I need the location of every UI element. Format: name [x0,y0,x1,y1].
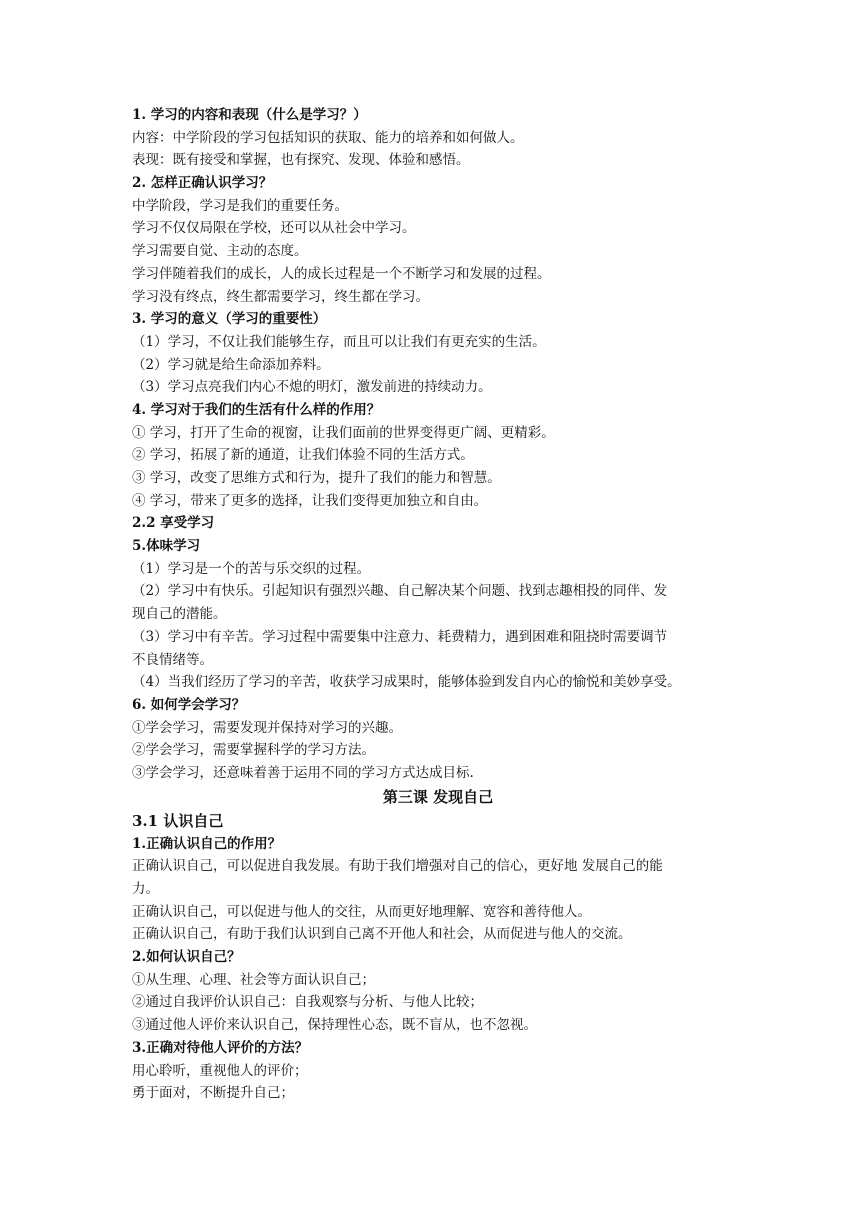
subsection-title: 3.1 认识自己 [132,811,224,830]
text-line: ①从生理、心理、社会等方面认识自己； [132,971,375,988]
text-line: 正确认识自己，可以促进与他人的交往，从而更好地理解、宽容和善待他人。 [132,903,591,920]
text-line: 学习没有终点，终生都需要学习，终生都在学习。 [132,288,429,305]
text-line: ②通过自我评价认识自己：自我观察与分析、与他人比较； [132,994,483,1011]
text-line: 中学阶段，学习是我们的重要任务。 [132,197,348,214]
text-line: 学习不仅仅局限在学校，还可以从社会中学习。 [132,220,416,237]
text-line: ① 学习，打开了生命的视窗，让我们面前的世界变得更广阔、更精彩。 [132,424,555,441]
text-line: ③学会学习，还意味着善于运用不同的学习方式达成目标. [132,764,474,781]
text-line: 力。 [132,881,159,897]
text-line: 学习需要自觉、主动的态度。 [132,243,308,260]
text-line: （3）学习中有辛苦。学习过程中需要集中注意力、耗费精力，遇到困难和阻挠时需要调节 [132,628,668,645]
section-heading: 3.正确对待他人评价的方法？ [132,1039,309,1056]
text-line: 勇于面对，不断提升自己； [132,1085,294,1102]
section-heading: 1. 学习的内容和表现（什么是学习？） [132,107,367,123]
text-line: （1）学习，不仅让我们能够生存，而且可以让我们有更充实的生活。 [132,333,546,350]
text-line: 正确认识自己，有助于我们认识到自己离不开他人和社会，从而促进与他人的交流。 [132,926,632,943]
text-line: 内容：中学阶段的学习包括知识的获取、能力的培养和如何做人。 [132,129,524,146]
text-line: 正确认识自己，可以促进自我发展。有助于我们增强对自己的信心，更好地 发展自己的能 [132,858,663,875]
text-line: 现自己的潜能。 [132,606,227,623]
section-heading: 2. 怎样正确认识学习？ [132,175,273,192]
text-line: 学习伴随着我们的成长，人的成长过程是一个不断学习和发展的过程。 [132,265,551,282]
text-line: 表现：既有接受和掌握，也有探究、发现、体验和感悟。 [132,152,470,169]
text-line: 不良情绪等。 [132,651,213,668]
section-heading: 6. 如何学会学习？ [132,696,246,713]
text-line: （4）当我们经历了学习的辛苦，收获学习成果时，能够体验到发自内心的愉悦和美妙享受。 [132,674,681,691]
text-line: ② 学习，拓展了新的通道，让我们体验不同的生活方式。 [132,447,474,464]
text-line: 用心聆听，重视他人的评价； [132,1062,308,1079]
section-heading: 5.体味学习 [132,538,201,555]
text-line: ②学会学习，需要掌握科学的学习方法。 [132,742,375,759]
section-heading: 3. 学习的意义（学习的重要性） [132,311,327,328]
document-page [132,104,744,1105]
section-heading: 1.正确认识自己的作用？ [132,835,282,852]
text-line: ④ 学习，带来了更多的选择，让我们变得更加独立和自由。 [132,492,488,509]
text-line: （2）学习就是给生命添加养料。 [132,356,330,373]
text-line: ③通过他人评价来认识自己，保持理性心态，既不盲从，也不忽视。 [132,1017,537,1034]
section-heading: 2.2 享受学习 [132,515,215,532]
text-line: （1）学习是一个的苦与乐交织的过程。 [132,560,371,577]
section-heading: 2.如何认识自己？ [132,949,241,966]
section-heading: 4. 学习对于我们的生活有什么样的作用？ [132,401,381,418]
text-line: ③ 学习，改变了思维方式和行为，提升了我们的能力和智慧。 [132,470,501,486]
text-line: （2）学习中有快乐。引起知识有强烈兴趣、自己解决某个问题、找到志趣相投的同伴、发 [132,583,668,600]
text-line: （3）学习点亮我们内心不熄的明灯，激发前进的持续动力。 [132,379,492,396]
chapter-title: 第三课 发现自己 [382,787,494,806]
text-line: ①学会学习，需要发现并保持对学习的兴趣。 [132,719,402,736]
